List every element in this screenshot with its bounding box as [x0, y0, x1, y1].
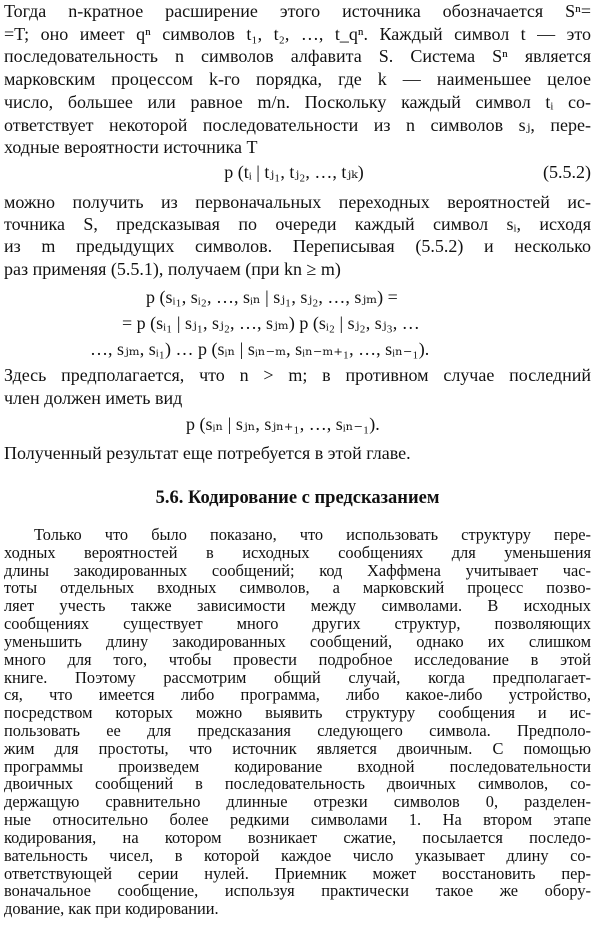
text-line: можно получить из первоначальных переходных вероятностей ис- [4, 192, 591, 212]
text-line: число, большее или равное m/n. Поскольку каждый символ tᵢ со- [4, 92, 591, 112]
text-line: ходные вероятности источника T [4, 137, 258, 157]
text-line: последовательность n символов алфавита S. Система Sⁿ является [4, 46, 591, 66]
text-line: посредством которых можно выявить структуру сообщения и ис- [4, 703, 591, 723]
text-line: книге. Поэтому рассмотрим общий случай, когда предполагает- [4, 667, 591, 687]
text-line: уменьшить длину закодированных сообщений, однако их слишком [4, 631, 591, 651]
text-line: пользовать ее для предсказания следующего символа. Предполо- [4, 721, 591, 740]
text-line: раз применяя (5.5.1), получаем (при kn ≥ m) [4, 259, 341, 279]
equation-number: (5.5.2) [543, 162, 591, 182]
text-line: вательность чисел, в которой каждое число указывает длину со- [4, 845, 591, 865]
text-line: двоичных сообщений в последовательность двоичных символов, со- [4, 774, 591, 794]
text-line: Только что было показано, что использовать структуру пере- [34, 525, 591, 544]
text-line: член должен иметь вид [4, 388, 183, 408]
text-line: Здесь предполагается, что n > m; в противном случае последний [4, 365, 591, 385]
text-line: дование, как при кодировании. [4, 899, 219, 919]
text-line: программы произведем кодирование входной последовательности [4, 756, 591, 776]
text-line: точника S, предсказывая по очереди каждый символ sᵢ, исходя [4, 214, 591, 234]
section-heading [4, 488, 591, 508]
text-line: Полученный результат еще потребуется в этой главе. [4, 443, 411, 463]
text-line: =T; оно имеет qⁿ символов t₁, t₂, …, t_qⁿ. Каждый символ t — это [4, 24, 591, 44]
text-line: жим для простоты, что источник является двоичным. С помощью [4, 738, 591, 758]
text-line: кодирования, на котором возникает сжатие, посылается последо- [4, 827, 591, 847]
equation-line: = p (sᵢ₁ | sⱼ₁, sⱼ₂, …, sⱼₘ) p (sᵢ₂ | sⱼ₂, sⱼ₃, … [122, 313, 420, 333]
text-line: длины закодированных сообщений; код Хаффмена учитывает час- [4, 560, 591, 580]
equation-line: p (sᵢₙ | sⱼₙ, sⱼₙ₊₁, …, sᵢₙ₋₁). [186, 414, 380, 434]
equation-line: …, sⱼₘ, sᵢ₁) … p (sᵢₙ | sᵢₙ₋ₘ, sᵢₙ₋ₘ₊₁, …, sᵢₙ₋₁). [90, 339, 430, 359]
equation-line: p (sᵢ₁, sᵢ₂, …, sᵢₙ | sⱼ₁, sⱼ₂, …, sⱼₘ) = [146, 287, 398, 307]
text-line: много для того, чтобы провести подробное исследование в этой [4, 649, 591, 669]
text-line: ответствующей серии нулей. Приемник может восстановить пер- [4, 863, 591, 883]
text-line: ляет учесть также зависимости между символами. В исходных [4, 596, 591, 616]
text-line: ответствует некоторой последовательности из n символов sⱼ, пере- [4, 115, 591, 135]
text-line: из m предыдущих символов. Переписывая (5.5.2) и несколько [4, 236, 591, 256]
section-title: Кодирование с предсказанием [187, 488, 440, 508]
text-line: Тогда n-кратное расширение этого источника обозначается Sⁿ= [4, 1, 591, 21]
text-line: сообщениях существует много других структур, позволяющих [4, 614, 591, 634]
text-line: ся, что имеется либо программа, либо какое-либо устройство, [4, 685, 591, 705]
text-line: тоты отдельных входных символов, а марковский процесс позво- [4, 578, 591, 598]
text-line: марковским процессом k-го порядка, где k — наименьшее целое [4, 69, 591, 89]
text-line: ходных вероятностей в исходных сообщениях для уменьшения [4, 542, 591, 562]
text-line: держащую сравнительно длинные отрезки символов 0, разделен- [4, 792, 591, 812]
text-line: ные относительно более редкими символами 1. На втором этапе [4, 810, 591, 830]
text-line: воначальное сообщение, используя практически такое же обору- [4, 881, 591, 901]
equation-formula: p (tᵢ | tⱼ₁, tⱼ₂, …, tⱼₖ) [224, 162, 364, 182]
section-number: 5.6. [155, 488, 184, 508]
